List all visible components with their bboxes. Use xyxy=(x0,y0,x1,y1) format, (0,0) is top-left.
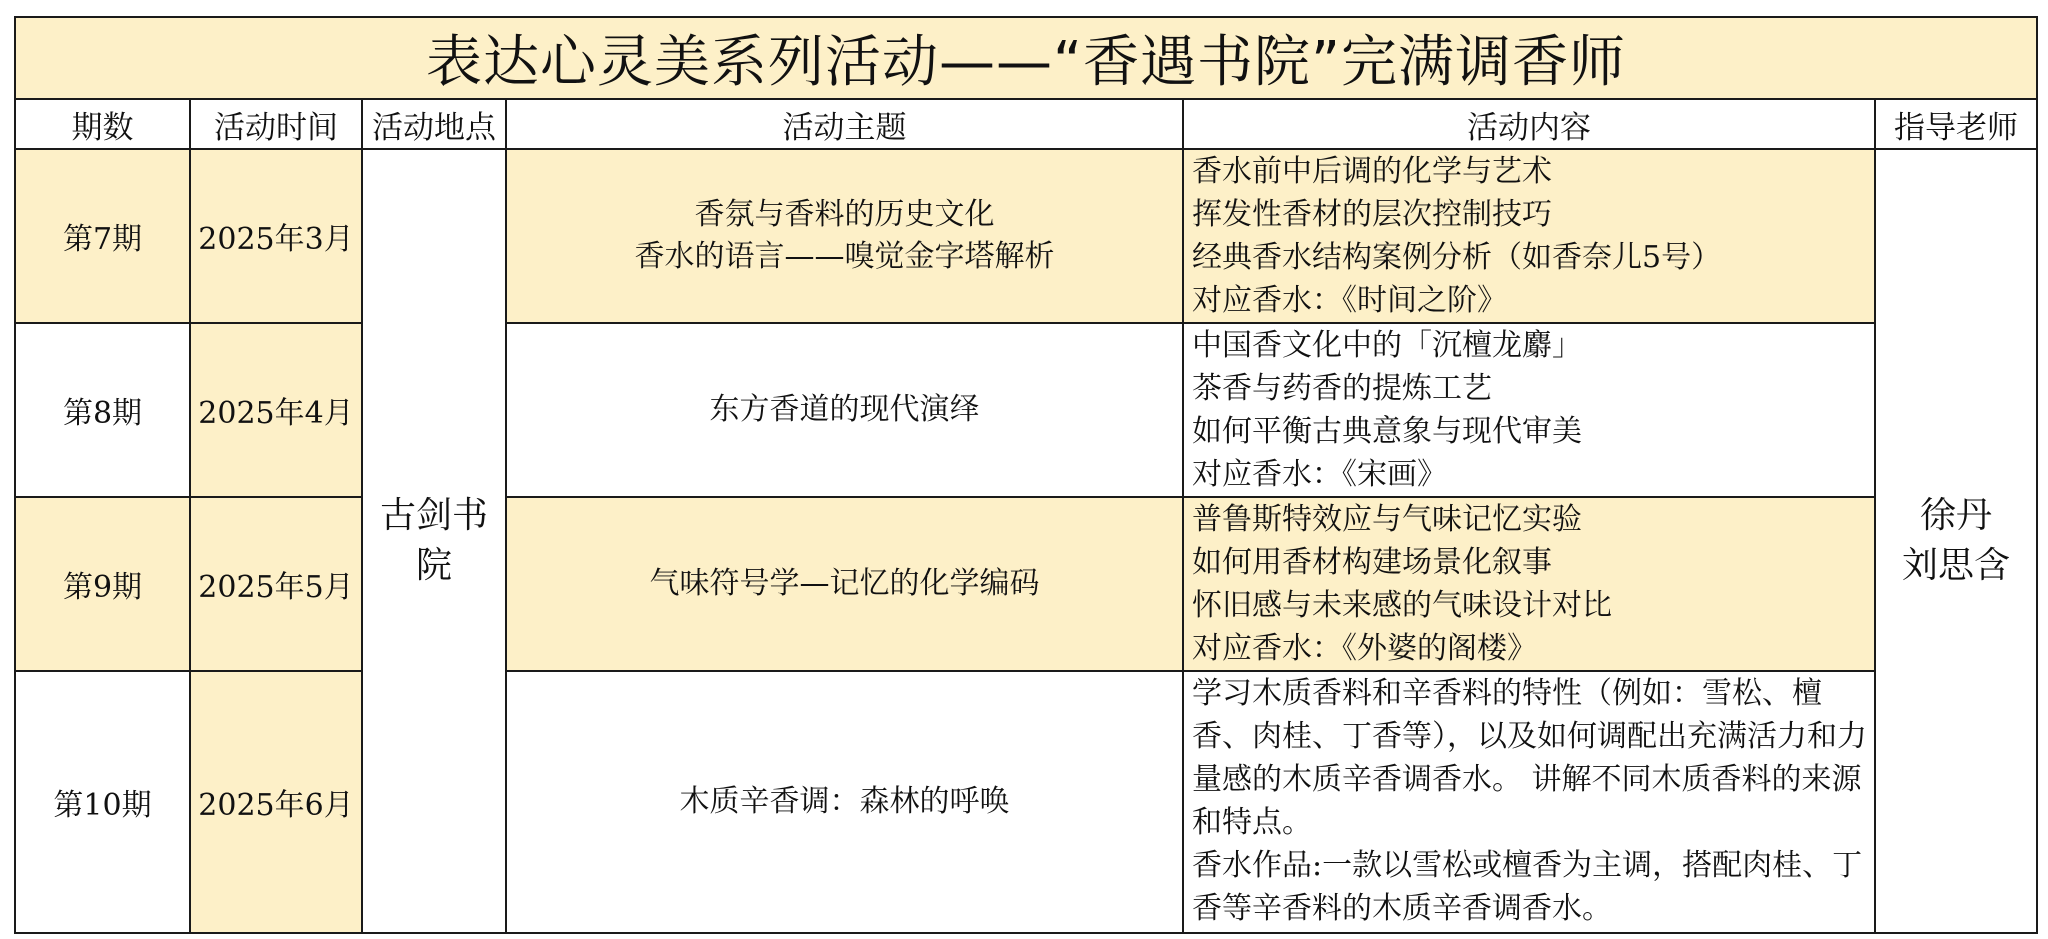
issue-cell: 第10期 xyxy=(15,671,190,933)
teacher-name: 徐丹 xyxy=(1919,495,1992,536)
date-cell: 2025年3月 xyxy=(190,149,362,323)
date-cell: 2025年5月 xyxy=(190,497,362,671)
theme-line: 木质辛香调：森林的呼唤 xyxy=(679,784,1010,819)
content-cell xyxy=(1183,323,1875,497)
content-cell xyxy=(1183,497,1875,671)
content-paragraph: 学习木质香料和辛香料的特性（例如：雪松、檀香、肉桂、丁香等），以及如何调配出充满活力和力量感的木质辛香调香水。 讲解不同木质香料的来源和特点。 xyxy=(1192,676,1867,840)
table-title: 表达心灵美系列活动——“香遇书院”完满调香师 xyxy=(15,17,2037,99)
content-cell xyxy=(1183,671,1875,933)
content-line: 对应香水：《外婆的阁楼》 xyxy=(1192,631,1537,666)
date-cell: 2025年4月 xyxy=(190,323,362,497)
content-line: 茶香与药香的提炼工艺 xyxy=(1192,371,1492,406)
header-issue: 期数 xyxy=(15,99,190,149)
content-line: 如何用香材构建场景化叙事 xyxy=(1192,545,1552,580)
content-line: 怀旧感与未来感的气味设计对比 xyxy=(1192,588,1612,623)
content-line: 对应香水：《宋画》 xyxy=(1192,457,1447,492)
content-paragraph: 香水作品:一款以雪松或檀香为主调，搭配肉桂、丁香等辛香料的木质辛香调香水。 xyxy=(1192,848,1863,926)
theme-line: 香氛与香料的历史文化 xyxy=(694,197,995,232)
content-line: 如何平衡古典意象与现代审美 xyxy=(1192,414,1582,449)
theme-cell xyxy=(506,497,1183,671)
theme-line: 东方香道的现代演绎 xyxy=(709,392,980,427)
content-line: 挥发性香材的层次控制技巧 xyxy=(1192,197,1552,232)
content-line: 经典香水结构案例分析（如香奈儿5号） xyxy=(1192,240,1722,275)
header-date: 活动时间 xyxy=(190,99,362,149)
issue-cell: 第7期 xyxy=(15,149,190,323)
location-cell: 古剑书院 xyxy=(362,149,506,933)
header-theme: 活动主题 xyxy=(506,99,1183,149)
content-line: 对应香水：《时间之阶》 xyxy=(1192,283,1507,318)
theme-cell xyxy=(506,323,1183,497)
header-location: 活动地点 xyxy=(362,99,506,149)
teacher-cell xyxy=(1875,149,2037,933)
teacher-name: 刘思含 xyxy=(1901,545,2010,586)
content-line: 普鲁斯特效应与气味记忆实验 xyxy=(1192,502,1582,537)
content-cell xyxy=(1183,149,1875,323)
theme-line: 气味符号学—记忆的化学编码 xyxy=(649,566,1040,601)
theme-cell xyxy=(506,671,1183,933)
theme-line: 香水的语言——嗅觉金字塔解析 xyxy=(634,239,1055,274)
table-row xyxy=(15,149,2037,323)
issue-cell: 第8期 xyxy=(15,323,190,497)
activity-table xyxy=(14,16,2038,934)
table-row xyxy=(15,323,2037,497)
table-row xyxy=(15,497,2037,671)
content-line: 香水前中后调的化学与艺术 xyxy=(1192,154,1552,189)
header-row xyxy=(15,99,2037,149)
date-cell: 2025年6月 xyxy=(190,671,362,933)
header-teacher: 指导老师 xyxy=(1875,99,2037,149)
content-line: 中国香文化中的「沉檀龙麝」 xyxy=(1192,328,1582,363)
header-content: 活动内容 xyxy=(1183,99,1875,149)
issue-cell: 第9期 xyxy=(15,497,190,671)
table-row xyxy=(15,671,2037,933)
theme-cell xyxy=(506,149,1183,323)
